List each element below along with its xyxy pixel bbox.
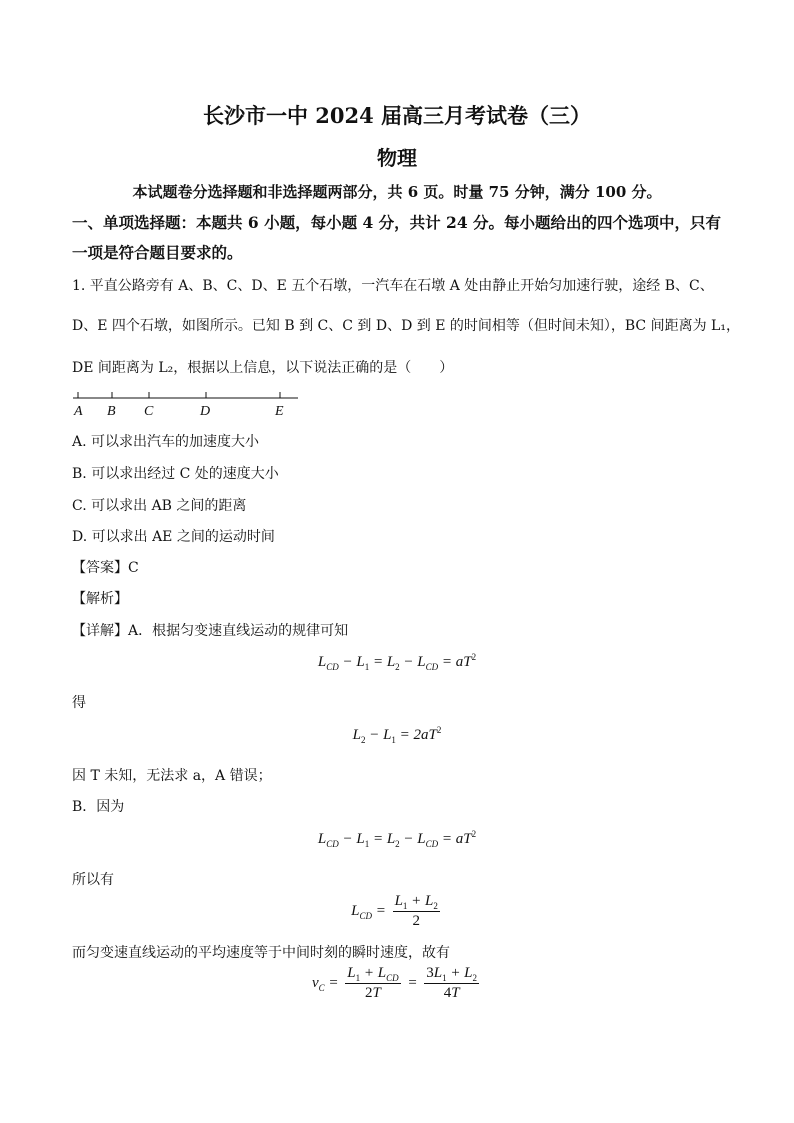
figure-label-d: D xyxy=(200,404,211,419)
fraction-vc-2: $\frac{3L_1 + L_2}{4T}$ xyxy=(426,965,478,1001)
detail-b: B．因为 xyxy=(72,799,125,815)
equation-3: $L_{CD} - L_1 = L_2 - L_{CD} = aT^2$ xyxy=(317,829,477,849)
question-line-2: D、E 四个石墩，如图所示。已知 B 到 C、C 到 D、D 到 E 的时间相等（但时间未知），BC 间距离为 L₁， xyxy=(72,318,740,334)
detail-a-text: A．根据匀变速直线运动的规律可知 xyxy=(128,623,349,639)
answer-label: 【答案】 xyxy=(72,560,128,576)
answer-value: C xyxy=(128,560,139,576)
equation-5: $v_C$ = $\frac{L_1 + L_{CD}}{2T}$ = $\frac{3L_1 + L_2}{4T}$ xyxy=(311,965,478,1001)
equation-1: $L_{CD} - L_1 = L_2 - L_{CD} = aT^2$ xyxy=(317,652,477,672)
option-b: B. 可以求出经过 C 处的速度大小 xyxy=(72,466,279,482)
fraction-l1-plus-l2-over-2: $\frac{L_1 + L_2}{2}$ xyxy=(394,893,438,929)
question-line-3: DE 间距离为 L₂，根据以上信息，以下说法正确的是（ ） xyxy=(72,360,454,376)
suoyi-text: 所以有 xyxy=(72,872,114,888)
average-text: 而匀变速直线运动的平均速度等于中间时刻的瞬时速度，故有 xyxy=(72,945,450,961)
stone-position-figure xyxy=(70,390,310,422)
figure-label-e: E xyxy=(275,404,284,419)
option-a: A. 可以求出汽车的加速度大小 xyxy=(72,434,260,450)
question-line-1: 1. 平直公路旁有 A、B、C、D、E 五个石墩，一汽车在石墩 A 处由静止开始匀加速行驶，途经 B、C、 xyxy=(72,278,714,294)
detail-label: 【详解】 xyxy=(72,623,128,639)
fraction-vc-1: $\frac{L_1 + L_{CD}}{2T}$ xyxy=(347,965,399,1001)
de-text: 得 xyxy=(72,695,86,711)
subject-heading: 物理 xyxy=(377,146,417,170)
section-heading: 一、单项选择题：本题共 6 小题，每小题 4 分，共计 24 分。每小题给出的四个选项中，只有一项是符合题目要求的。 xyxy=(72,213,722,262)
exam-note: 本试题卷分选择题和非选择题两部分，共 6 页。时量 75 分钟，满分 100 分。 xyxy=(132,183,662,201)
answer-row xyxy=(72,557,139,577)
equation-4: $L_{CD}$ = $\frac{L_1 + L_2}{2}$ xyxy=(351,893,438,929)
option-d: D. 可以求出 AE 之间的运动时间 xyxy=(72,529,275,545)
exam-title: 长沙市一中 2024 届高三月考试卷（三） xyxy=(202,103,592,128)
figure-label-a: A xyxy=(74,404,83,419)
conclusion-a: 因 T 未知，无法求 a，A 错误； xyxy=(72,768,272,784)
equation-2: $L_2 - L_1 = 2aT^2$ xyxy=(352,725,442,745)
figure-label-c: C xyxy=(144,404,154,419)
detail-a-row xyxy=(72,620,348,640)
figure-label-b: B xyxy=(107,404,116,419)
option-c: C. 可以求出 AB 之间的距离 xyxy=(72,498,247,514)
analysis-label: 【解析】 xyxy=(72,591,128,607)
